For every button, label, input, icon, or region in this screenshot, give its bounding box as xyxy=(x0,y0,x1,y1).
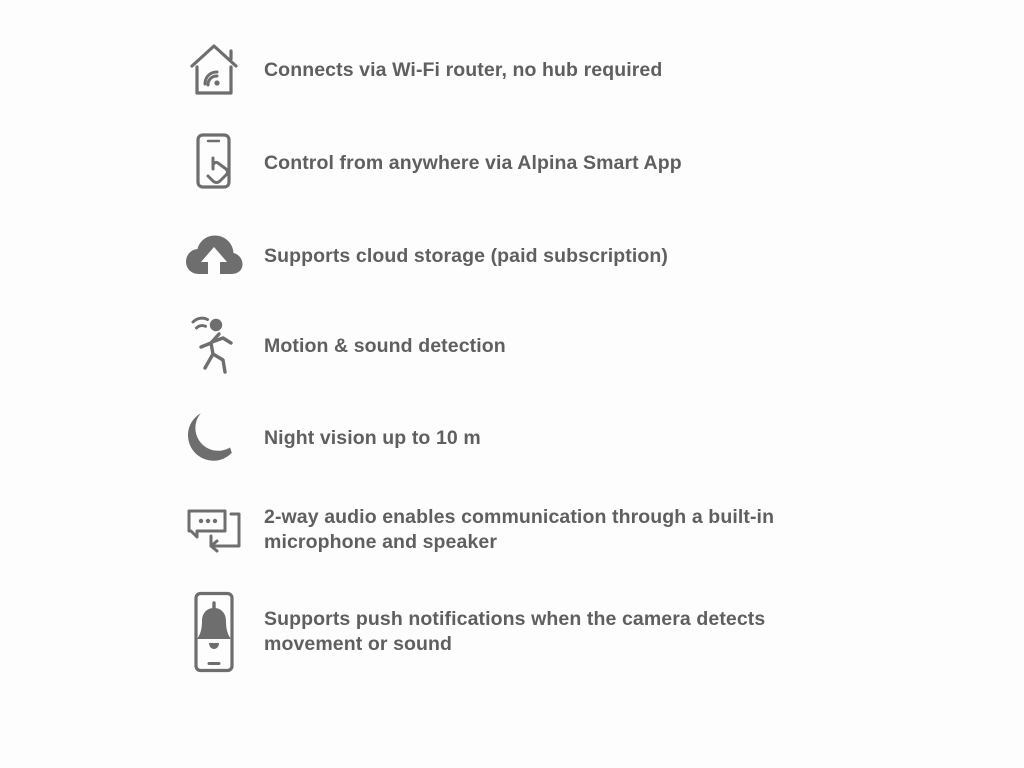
list-item xyxy=(178,398,878,478)
list-item xyxy=(178,490,878,570)
feature-label: Connects via Wi-Fi router, no hub required xyxy=(264,58,663,81)
list-item xyxy=(178,216,878,296)
cloud-upload-icon xyxy=(178,216,250,296)
feature-label: Night vision up to 10 m xyxy=(264,426,481,449)
feature-label: Motion & sound detection xyxy=(264,334,506,357)
feature-label: Control from anywhere via Alpina Smart App xyxy=(264,151,682,174)
list-item xyxy=(178,30,878,110)
phone-bell-notification-icon xyxy=(178,592,250,672)
crescent-moon-icon xyxy=(178,398,250,478)
two-way-speech-bubbles-icon xyxy=(178,490,250,570)
feature-label: 2-way audio enables communication through a built-in microphone and speaker xyxy=(264,506,775,553)
house-wifi-icon xyxy=(178,30,250,110)
smartphone-tap-icon xyxy=(178,123,250,203)
feature-list xyxy=(178,30,878,672)
running-person-motion-sensor-icon xyxy=(178,306,250,386)
list-item xyxy=(178,592,878,672)
feature-label: Supports push notifications when the camera detects movement or sound xyxy=(264,608,766,655)
list-item xyxy=(178,306,878,386)
feature-label: Supports cloud storage (paid subscription) xyxy=(264,244,668,267)
list-item xyxy=(178,123,878,203)
